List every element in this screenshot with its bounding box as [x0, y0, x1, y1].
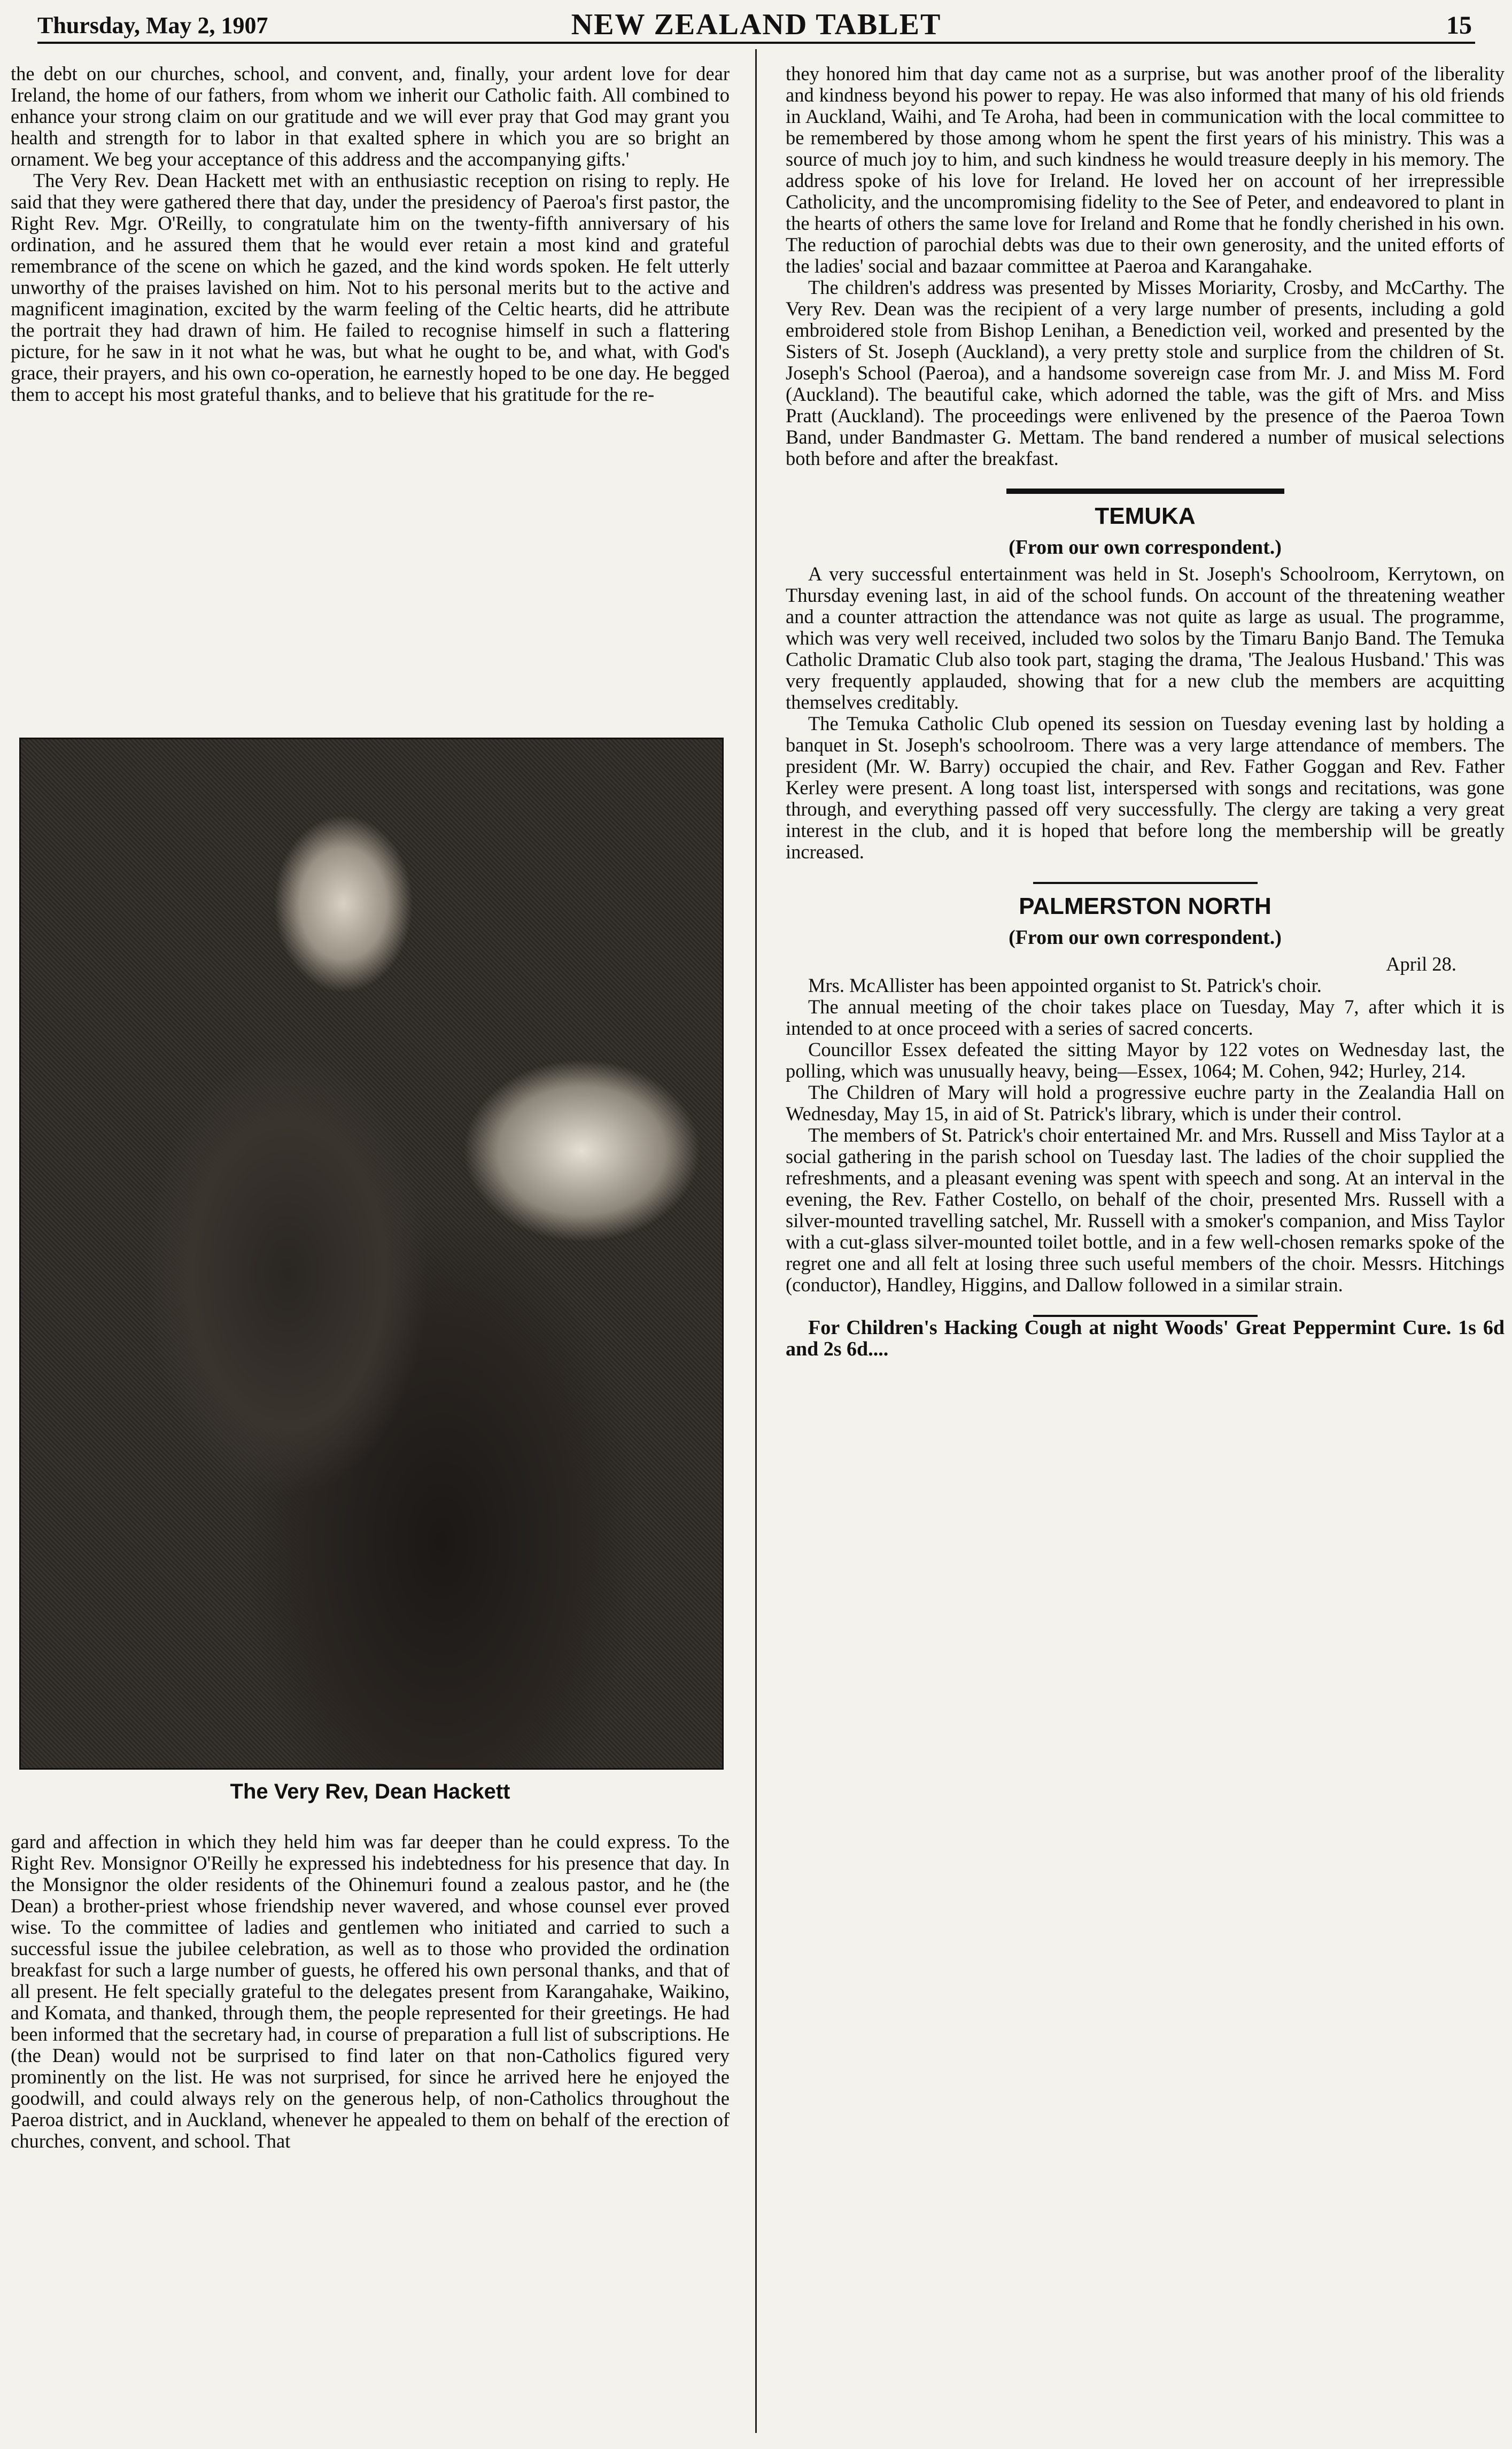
- masthead-title: NEW ZEALAND TABLET: [571, 8, 942, 41]
- left-column-bottom: [11, 1831, 730, 2152]
- article-paragraph: they honored him that day came not as a surprise, but was another proof of the liberality and kindness beyond his power to repay. He was also informed that many of his old friends in Auckland, Waihi, and Te Aroha, had been in communication with the local committee to be remembered by those among whom he spent the first years of his ministry. This was a source of much joy to him, and such kindness he would treasure deeply in his memory. The address spoke of his love for Ireland. He loved her on account of her irrepressible Catholicity, and the uncompromising fidelity to the See of Peter, and endeavored to plant in the hearts of others the same love for Ireland and Rome that he fondly cherished in his own. The reduction of parochial debts was due to their own generosity, and the united efforts of the ladies' social and bazaar committee at Paeroa and Karangahake.: [786, 63, 1505, 277]
- article-paragraph: The annual meeting of the choir takes place on Tuesday, May 7, after which it is intended to at once proceed with a series of sacred concerts.: [786, 996, 1505, 1039]
- article-paragraph: the debt on our churches, school, and convent, and, finally, your ardent love for dear Ireland, the home of our fathers, from whom we inherit our Catholic faith. All combined to enhance your strong claim on our gratitude and we will ever pray that God may grant you health and strength for to labor in that exalted sphere in which you are so bright an ornament. We beg your acceptance of this address and the accompanying gifts.': [11, 63, 730, 170]
- advertisement: For Children's Hacking Cough at night Woods' Great Peppermint Cure. 1s 6d and 2s 6d....: [786, 1316, 1505, 1360]
- portrait-photo: [19, 738, 724, 1770]
- article-paragraph: The Temuka Catholic Club opened its session on Tuesday evening last by holding a banquet in St. Joseph's schoolroom. There was a very large attendance of members. The president (Mr. W. Barry) occupied the chair, and Rev. Father Goggan and Rev. Father Kerley were present. A long toast list, interspersed with songs and recitations, was gone through, and everything passed off very successfully. The clergy are taking a very great interest in the club, and it is hoped that before long the membership will be greatly increased.: [786, 712, 1505, 863]
- left-column-top: [11, 63, 730, 405]
- article-paragraph: The children's address was presented by Misses Moriarity, Crosby, and McCarthy. The Very Rev. Dean was the recipient of a very large number of presents, including a gold embroidered stole from Bishop Lenihan, a Benediction veil, worked and presented by the Sisters of St. Joseph (Auckland), a very pretty stole and surplice from the children of St. Joseph's School (Paeroa), and a handsome sovereign case from Mr. J. and Miss M. Ford (Auckland). The beautiful cake, which adorned the table, was the gift of Mrs. and Miss Pratt (Auckland). The proceedings were enlivened by the presence of the Paeroa Town Band, under Bandmaster G. Mettam. The band rendered a number of musical selections both before and after the breakfast.: [786, 276, 1505, 469]
- article-paragraph: gard and affection in which they held him was far deeper than he could express. To the Right Rev. Monsignor O'Reilly he expressed his indebtedness for his presence that day. In the Monsignor the older residents of the Ohinemuri found a zealous pastor, and he (the Dean) a brother-priest whose friendship never wavered, and whose counsel ever proved wise. To the committee of ladies and gentlemen who initiated and carried to such a successful issue the jubilee celebration, as well as to those who provided the ordination breakfast for such a large number of guests, he offered his own personal thanks, and that of all present. He felt specially grateful to the delegates present from Karangahake, Waikino, and Komata, and thanked, through them, the people represented for their greetings. He had been informed that the secretary had, in course of preparation a full list of subscriptions. He (the Dean) would not be surprised to find later on that non-Catholics figured very prominently on the list. He was not surprised, for since he arrived here he enjoyed the goodwill, and could always rely on the generous help, of non-Catholics throughout the Paeroa district, and in Auckland, whenever he appealed to them on behalf of the erection of churches, convent, and school. That: [11, 1831, 730, 2152]
- section-divider: [1006, 489, 1284, 494]
- page-header: [37, 7, 1475, 44]
- issue-date: Thursday, May 2, 1907: [37, 12, 268, 38]
- article-paragraph: Mrs. McAllister has been appointed organist to St. Patrick's choir.: [808, 974, 1322, 996]
- section-heading-palmerston-north: PALMERSTON NORTH: [1019, 893, 1271, 919]
- dateline: April 28.: [1386, 953, 1456, 975]
- article-paragraph: A very successful entertainment was held in St. Joseph's Schoolroom, Kerrytown, on Thursday evening last, in aid of the school funds. On account of the threatening weather and a counter attraction the attendance was not quite as large as usual. The programme, which was very well received, included two solos by the Timaru Banjo Band. The Temuka Catholic Dramatic Club also took part, staging the drama, 'The Jealous Husband.' This was very frequently applauded, showing that for a new club the members are acquitting themselves creditably.: [786, 563, 1505, 713]
- article-paragraph: Councillor Essex defeated the sitting Mayor by 122 votes on Wednesday last, the polling, which was unusually heavy, being—Essex, 1064; M. Cohen, 942; Hurley, 214.: [786, 1038, 1505, 1082]
- article-paragraph: The Very Rev. Dean Hackett met with an enthusiastic reception on rising to reply. He said that they were gathered there that day, under the presidency of Paeroa's first pastor, the Right Rev. Mgr. O'Reilly, to congratulate him on the twenty-fifth anniversary of his ordination, and he assured them that he would ever retain a most kind and grateful remembrance of the scene on which he gazed, and the kind words spoken. He felt utterly unworthy of the praises lavished on him. Not to his personal merits but to the active and magnificent imagination, excited by the warm feeling of the Celtic hearts, did he attribute the portrait they had drawn of him. He failed to recognise himself in such a flattering picture, for he saw in it not what he was, but what he ought to be, and what, with God's grace, their prayers, and his own co-operation, he earnestly hoped to be one day. He begged them to accept his most grateful thanks, and to believe that his gratitude for the re-: [11, 169, 730, 405]
- section-heading-temuka: TEMUKA: [1095, 503, 1196, 529]
- page-number: 15: [1446, 11, 1472, 40]
- article-paragraph: The Children of Mary will hold a progressive euchre party in the Zealandia Hall on Wednesday, May 15, in aid of St. Patrick's library, which is under their control.: [786, 1081, 1505, 1125]
- section-divider: [1033, 882, 1258, 884]
- right-column: [786, 63, 1505, 1360]
- correspondent-line: (From our own correspondent.): [1009, 536, 1282, 559]
- photo-caption: The Very Rev, Dean Hackett: [230, 1780, 510, 1803]
- column-divider: [755, 49, 757, 2433]
- correspondent-line: (From our own correspondent.): [1009, 926, 1282, 949]
- article-paragraph: The members of St. Patrick's choir entertained Mr. and Mrs. Russell and Miss Taylor at a social gathering in the parish school on Tuesday last. The ladies of the choir supplied the refreshments, and a pleasant evening was spent with speech and song. At an interval in the evening, the Rev. Father Costello, on behalf of the choir, presented Mrs. Russell with a silver-mounted travelling satchel, Mr. Russell with a smoker's companion, and Miss Taylor with a cut-glass silver-mounted toilet bottle, and in a few well-chosen remarks spoke of the regret one and all felt at losing three such useful members of the choir. Messrs. Hitchings (conductor), Handley, Higgins, and Dallow followed in a similar strain.: [786, 1124, 1505, 1296]
